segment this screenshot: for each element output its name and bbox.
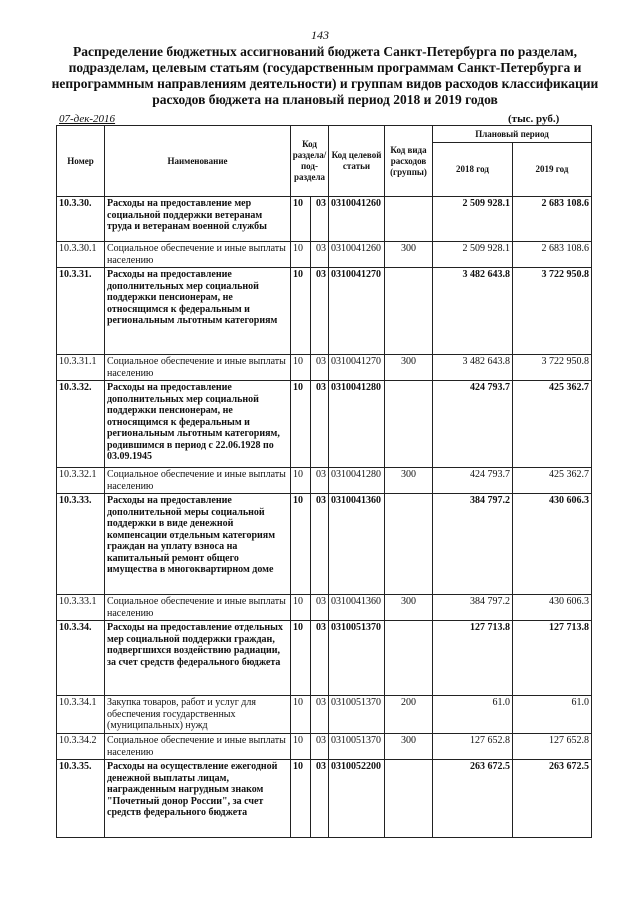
table-row xyxy=(57,468,592,494)
row-value-2019: 430 606.3 xyxy=(513,494,592,595)
header-target-code: Код целевой статьи xyxy=(329,126,385,197)
row-name: Социальное обеспечение и иные выплаты населению xyxy=(105,734,291,760)
row-section-code: 10 xyxy=(291,760,311,838)
row-value-2018: 384 797.2 xyxy=(433,595,513,621)
row-section-code: 10 xyxy=(291,595,311,621)
row-section-code: 10 xyxy=(291,468,311,494)
row-number: 10.3.31. xyxy=(57,268,105,355)
row-value-2018: 424 793.7 xyxy=(433,381,513,468)
row-name: Расходы на предоставление дополнительных мер социальной поддержки пенсионерам, не относящимся к федеральным и региональным льготным категориям, родившимся в период с 22.06.1928 по 03.09.1945 xyxy=(105,381,291,468)
row-target-code: 0310041270 xyxy=(329,268,385,355)
row-section-code: 10 xyxy=(291,355,311,381)
row-number: 10.3.34.2 xyxy=(57,734,105,760)
row-subsection-code: 03 xyxy=(311,355,329,381)
row-number: 10.3.32. xyxy=(57,381,105,468)
budget-table xyxy=(56,125,592,838)
table-row xyxy=(57,760,592,838)
row-section-code: 10 xyxy=(291,621,311,696)
row-target-code: 0310041260 xyxy=(329,197,385,242)
row-section-code: 10 xyxy=(291,696,311,734)
row-section-code: 10 xyxy=(291,734,311,760)
row-value-2019: 430 606.3 xyxy=(513,595,592,621)
table-row xyxy=(57,621,592,696)
row-target-code: 0310041280 xyxy=(329,381,385,468)
table-row xyxy=(57,268,592,355)
row-type-code: 300 xyxy=(385,595,433,621)
row-section-code: 10 xyxy=(291,494,311,595)
row-type-code xyxy=(385,494,433,595)
document-title: Распределение бюджетных ассигнований бюджета Санкт-Петербурга по разделам, подразделам, целевым статьям (государственным программам Санкт-Петербурга и непрограммным направлениям деятельности) и группам видов расходов классификации расходов бюджета на плановый период 2018 и 2019 годов xyxy=(51,44,599,107)
row-value-2018: 127 652.8 xyxy=(433,734,513,760)
row-value-2018: 61.0 xyxy=(433,696,513,734)
row-target-code: 0310051370 xyxy=(329,696,385,734)
table-row xyxy=(57,696,592,734)
row-value-2018: 263 672.5 xyxy=(433,760,513,838)
row-value-2018: 2 509 928.1 xyxy=(433,197,513,242)
row-name: Социальное обеспечение и иные выплаты населению xyxy=(105,595,291,621)
row-value-2018: 384 797.2 xyxy=(433,494,513,595)
table-body xyxy=(57,197,592,838)
row-number: 10.3.34. xyxy=(57,621,105,696)
row-value-2019: 425 362.7 xyxy=(513,381,592,468)
row-number: 10.3.35. xyxy=(57,760,105,838)
row-name: Расходы на предоставление дополнительных мер социальной поддержки пенсионерам, не относящимся к федеральным и региональным льготным категориям xyxy=(105,268,291,355)
row-type-code: 200 xyxy=(385,696,433,734)
table-row xyxy=(57,197,592,242)
row-subsection-code: 03 xyxy=(311,595,329,621)
row-value-2019: 425 362.7 xyxy=(513,468,592,494)
row-subsection-code: 03 xyxy=(311,621,329,696)
row-target-code: 0310041260 xyxy=(329,242,385,268)
row-type-code xyxy=(385,760,433,838)
row-name: Расходы на предоставление мер социальной поддержки ветеранам труда и ветеранам военной службы xyxy=(105,197,291,242)
page-number: 143 xyxy=(311,28,329,42)
row-value-2018: 3 482 643.8 xyxy=(433,268,513,355)
row-value-2019: 263 672.5 xyxy=(513,760,592,838)
row-subsection-code: 03 xyxy=(311,242,329,268)
row-target-code: 0310051370 xyxy=(329,734,385,760)
row-type-code: 300 xyxy=(385,242,433,268)
row-number: 10.3.31.1 xyxy=(57,355,105,381)
row-target-code: 0310041270 xyxy=(329,355,385,381)
row-name: Социальное обеспечение и иные выплаты населению xyxy=(105,242,291,268)
row-name: Социальное обеспечение и иные выплаты населению xyxy=(105,355,291,381)
table-row xyxy=(57,242,592,268)
row-name: Расходы на предоставление отдельных мер социальной поддержки граждан, подвергшихся воздействию радиации, за счет средств федерального бюджета xyxy=(105,621,291,696)
row-subsection-code: 03 xyxy=(311,696,329,734)
row-value-2019: 127 652.8 xyxy=(513,734,592,760)
row-number: 10.3.34.1 xyxy=(57,696,105,734)
row-subsection-code: 03 xyxy=(311,381,329,468)
header-name: Наименование xyxy=(105,126,291,197)
row-type-code: 300 xyxy=(385,355,433,381)
header-year-2019: 2019 год xyxy=(513,143,592,197)
row-value-2019: 127 713.8 xyxy=(513,621,592,696)
row-name: Закупка товаров, работ и услуг для обеспечения государственных (муниципальных) нужд xyxy=(105,696,291,734)
row-subsection-code: 03 xyxy=(311,760,329,838)
row-name: Социальное обеспечение и иные выплаты населению xyxy=(105,468,291,494)
row-subsection-code: 03 xyxy=(311,197,329,242)
row-target-code: 0310041280 xyxy=(329,468,385,494)
header-year-2018: 2018 год xyxy=(433,143,513,197)
row-value-2018: 2 509 928.1 xyxy=(433,242,513,268)
row-value-2019: 61.0 xyxy=(513,696,592,734)
header-number: Номер xyxy=(57,126,105,197)
row-subsection-code: 03 xyxy=(311,494,329,595)
row-number: 10.3.32.1 xyxy=(57,468,105,494)
row-type-code xyxy=(385,197,433,242)
row-name: Расходы на предоставление дополнительной меры социальной поддержки в виде денежной компенсации отдельным категориям граждан на уплату взноса на капитальный ремонт общего имущества в многоквартирном доме xyxy=(105,494,291,595)
row-value-2018: 3 482 643.8 xyxy=(433,355,513,381)
row-target-code: 0310051370 xyxy=(329,621,385,696)
row-value-2019: 2 683 108.6 xyxy=(513,197,592,242)
row-name: Расходы на осуществление ежегодной денежной выплаты лицам, награжденным нагрудным знаком "Почетный донор России", за счет средств федерального бюджета xyxy=(105,760,291,838)
row-number: 10.3.33. xyxy=(57,494,105,595)
row-subsection-code: 03 xyxy=(311,468,329,494)
header-type-code: Код вида расходов (группы) xyxy=(385,126,433,197)
row-subsection-code: 03 xyxy=(311,734,329,760)
row-value-2019: 3 722 950.8 xyxy=(513,268,592,355)
table-row xyxy=(57,381,592,468)
row-number: 10.3.30.1 xyxy=(57,242,105,268)
row-target-code: 0310041360 xyxy=(329,494,385,595)
header-section-code: Код раздела/ под- раздела xyxy=(291,126,329,197)
row-type-code xyxy=(385,621,433,696)
row-target-code: 0310041360 xyxy=(329,595,385,621)
table-row xyxy=(57,595,592,621)
row-section-code: 10 xyxy=(291,242,311,268)
row-type-code xyxy=(385,268,433,355)
row-number: 10.3.30. xyxy=(57,197,105,242)
row-type-code xyxy=(385,381,433,468)
row-value-2018: 424 793.7 xyxy=(433,468,513,494)
document-date: 07-дек-2016 xyxy=(59,113,116,125)
row-value-2019: 3 722 950.8 xyxy=(513,355,592,381)
row-target-code: 0310052200 xyxy=(329,760,385,838)
row-section-code: 10 xyxy=(291,268,311,355)
table-row xyxy=(57,734,592,760)
row-subsection-code: 03 xyxy=(311,268,329,355)
row-section-code: 10 xyxy=(291,381,311,468)
table-row xyxy=(57,355,592,381)
row-value-2019: 2 683 108.6 xyxy=(513,242,592,268)
table-row xyxy=(57,494,592,595)
header-plan-period: Плановый период xyxy=(433,126,592,143)
row-section-code: 10 xyxy=(291,197,311,242)
row-number: 10.3.33.1 xyxy=(57,595,105,621)
row-type-code: 300 xyxy=(385,468,433,494)
row-type-code: 300 xyxy=(385,734,433,760)
units-label: (тыс. руб.) xyxy=(508,113,560,125)
row-value-2018: 127 713.8 xyxy=(433,621,513,696)
